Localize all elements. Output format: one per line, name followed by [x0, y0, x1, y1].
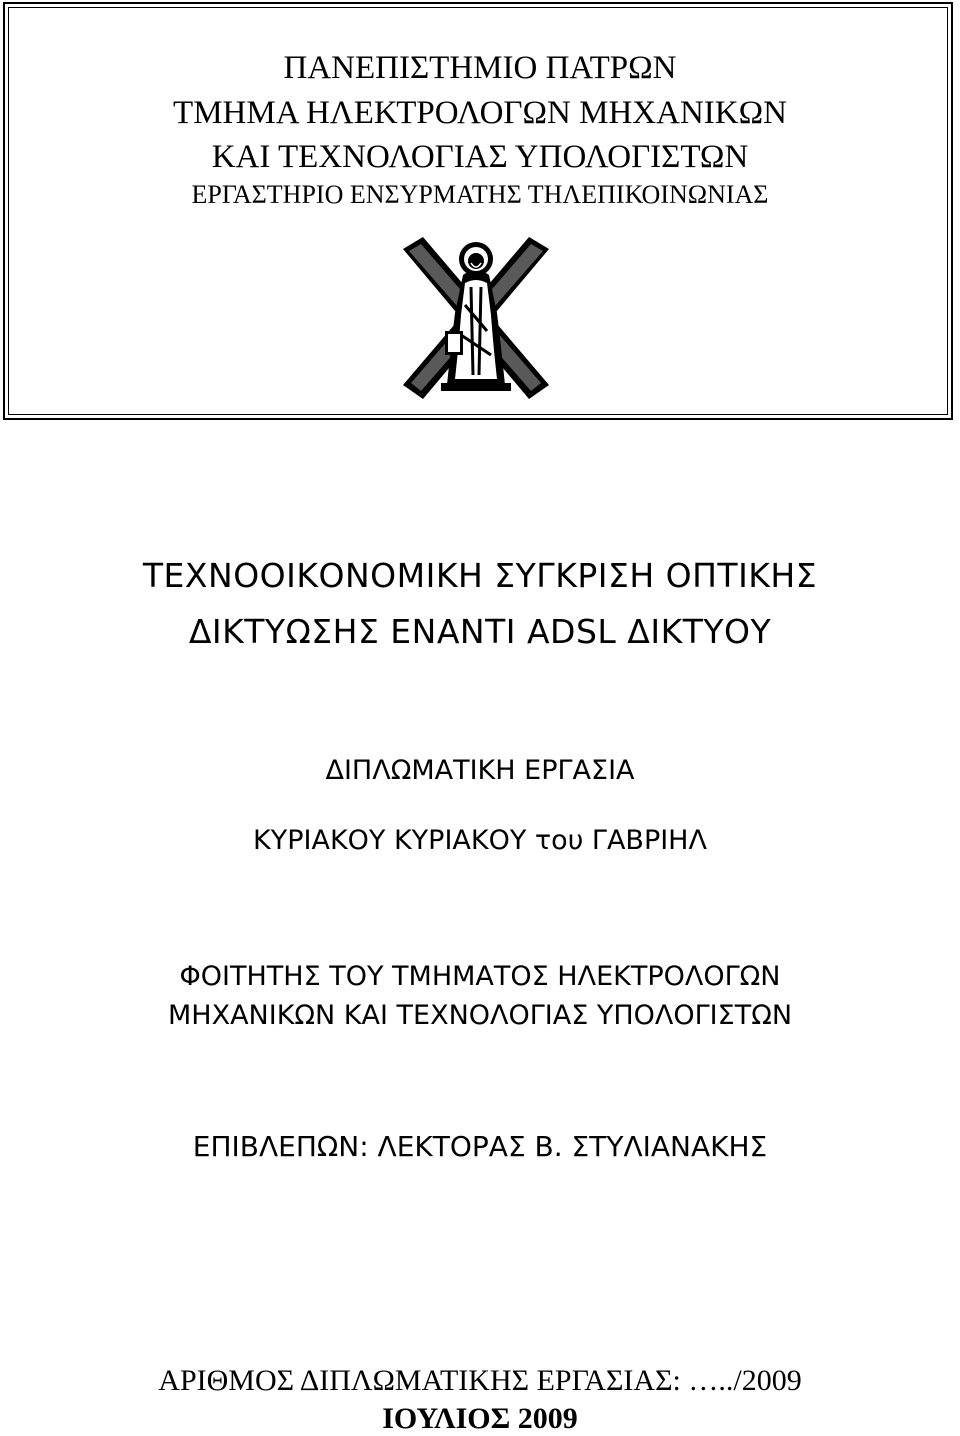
author-name: ΚΥΡΙΑΚΟΥ ΚΥΡΙΑΚΟΥ του ΓΑΒΡΙΗΛ	[253, 825, 707, 856]
thesis-date: ΙΟΥΛΙΟΣ 2009	[382, 1402, 578, 1435]
thesis-number: ΑΡΙΘΜΟΣ ΔΙΠΛΩΜΑΤΙΚΗΣ ΕΡΓΑΣΙΑΣ: …../2009	[158, 1364, 802, 1397]
student-affiliation-line2: ΜΗΧΑΝΙΚΩΝ ΚΑΙ ΤΕΧΝΟΛΟΓΙΑΣ ΥΠΟΛΟΓΙΣΤΩΝ	[167, 1000, 793, 1031]
department-name-line1: ΤΜΗΜΑ ΗΛΕΚΤΡΟΛΟΓΩΝ ΜΗΧΑΝΙΚΩΝ	[173, 95, 787, 131]
student-affiliation-line1: ΦΟΙΤΗΤΗΣ ΤΟΥ ΤΜΗΜΑΤΟΣ ΗΛΕΚΤΡΟΛΟΓΩΝ	[179, 961, 781, 992]
document-type: ΔΙΠΛΩΜΑΤΙΚΗ ΕΡΓΑΣΙΑ	[325, 755, 635, 786]
laboratory-name: ΕΡΓΑΣΤΗΡΙΟ ΕΝΣΥΡΜΑΤΗΣ ΤΗΛΕΠΙΚΟΙΝΩΝΙΑΣ	[191, 180, 769, 209]
supervisor: ΕΠΙΒΛΕΠΩΝ: ΛΕΚΤΟΡΑΣ Β. ΣΤΥΛΙΑΝΑΚΗΣ	[192, 1130, 768, 1163]
department-name-line2: ΚΑΙ ΤΕΧΝΟΛΟΓΙΑΣ ΥΠΟΛΟΓΙΣΤΩΝ	[211, 139, 749, 175]
university-name: ΠΑΝΕΠΙΣΤΗΜΙΟ ΠΑΤΡΩΝ	[283, 50, 677, 86]
thesis-title-line1: ΤΕΧΝΟΟΙΚΟΝΟΜΙΚΗ ΣΥΓΚΡΙΣΗ ΟΠΤΙΚΗΣ	[142, 556, 818, 595]
thesis-title-line2: ΔΙΚΤΥΩΣΗΣ ΕΝΑΝΤΙ ADSL ΔΙΚΤΥΟΥ	[188, 612, 772, 651]
saint-andrew-emblem-icon	[401, 235, 551, 401]
